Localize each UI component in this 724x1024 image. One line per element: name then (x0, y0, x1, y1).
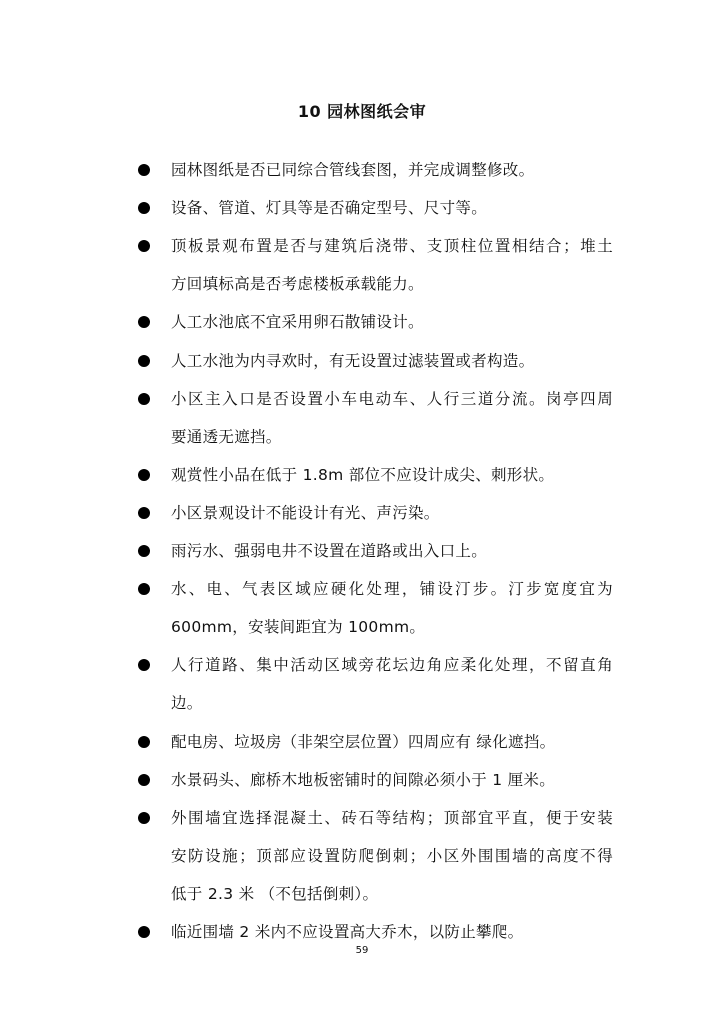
page-number: 59 (355, 945, 369, 956)
bullet-icon (138, 926, 150, 938)
bullet-icon (138, 812, 150, 824)
list-item-text: 雨污水、强弱电井不设置在道路或出入口上。 (171, 542, 488, 560)
bullet-icon (138, 659, 150, 671)
bullet-icon (138, 240, 150, 252)
list-item-text: 配电房、垃圾房（非架空层位置）四周应有 绿化遮挡。 (171, 732, 556, 751)
list-item-text: 观赏性小品在低于 1.8m 部位不应设计成尖、刺形状。 (171, 465, 555, 484)
section-title: 10 园林图纸会审 (297, 102, 427, 121)
list-item-text: 设备、管道、灯具等是否确定型号、尺寸等。 (171, 199, 488, 218)
list-item-text: 小区景观设计不能设计有光、声污染。 (171, 503, 440, 522)
list-item-text: 要通透无遮挡。 (171, 427, 282, 446)
bullet-icon (138, 507, 150, 519)
list-item-text: 边。 (171, 694, 203, 713)
list-item-text: 600mm，安装间距宜为 100mm。 (171, 618, 426, 637)
bullet-icon (138, 355, 150, 367)
list-item-text: 临近围墙 2 米内不应设置高大乔木，以防止攀爬。 (171, 923, 524, 941)
list-item-text: 水景码头、廊桥木地板密铺时的间隙必须小于 1 厘米。 (171, 770, 556, 789)
list-item-text: 安防设施；顶部应设置防爬倒刺；小区外围围墙的高度不得 (171, 846, 613, 865)
list-item-text: 水、电、气表区域应硬化处理，铺设汀步。汀步宽度宜为 (171, 580, 613, 599)
bullet-icon (138, 202, 150, 214)
list-item-text: 人行道路、集中活动区域旁花坛边角应柔化处理，不留直角 (171, 656, 613, 675)
bullet-icon (138, 774, 150, 786)
list-item-text: 方回填标高是否考虑楼板承载能力。 (171, 275, 424, 294)
bullet-icon (138, 583, 150, 595)
list-item-text: 人工水池为内寻欢时，有无设置过滤装置或者构造。 (171, 351, 535, 370)
bullet-icon (138, 736, 150, 748)
list-item-text: 外围墙宜选择混凝土、砖石等结构；顶部宜平直，便于安装 (171, 808, 613, 827)
bullet-icon (138, 316, 150, 328)
list-item-text: 小区主入口是否设置小车电动车、人行三道分流。岗亭四周 (171, 389, 613, 408)
list-item-text: 园林图纸是否已同综合管线套图，并完成调整修改。 (171, 161, 535, 179)
list-item-text: 低于 2.3 米 （不包括倒刺）。 (171, 884, 379, 903)
list-item-text: 顶板景观布置是否与建筑后浇带、支顶柱位置相结合；堆土 (171, 237, 613, 256)
bullet-icon (138, 545, 150, 557)
bullet-icon (138, 164, 150, 176)
list-item-text: 人工水池底不宜采用卵石散铺设计。 (171, 313, 424, 332)
bullet-icon (138, 393, 150, 405)
bullet-icon (138, 469, 150, 481)
